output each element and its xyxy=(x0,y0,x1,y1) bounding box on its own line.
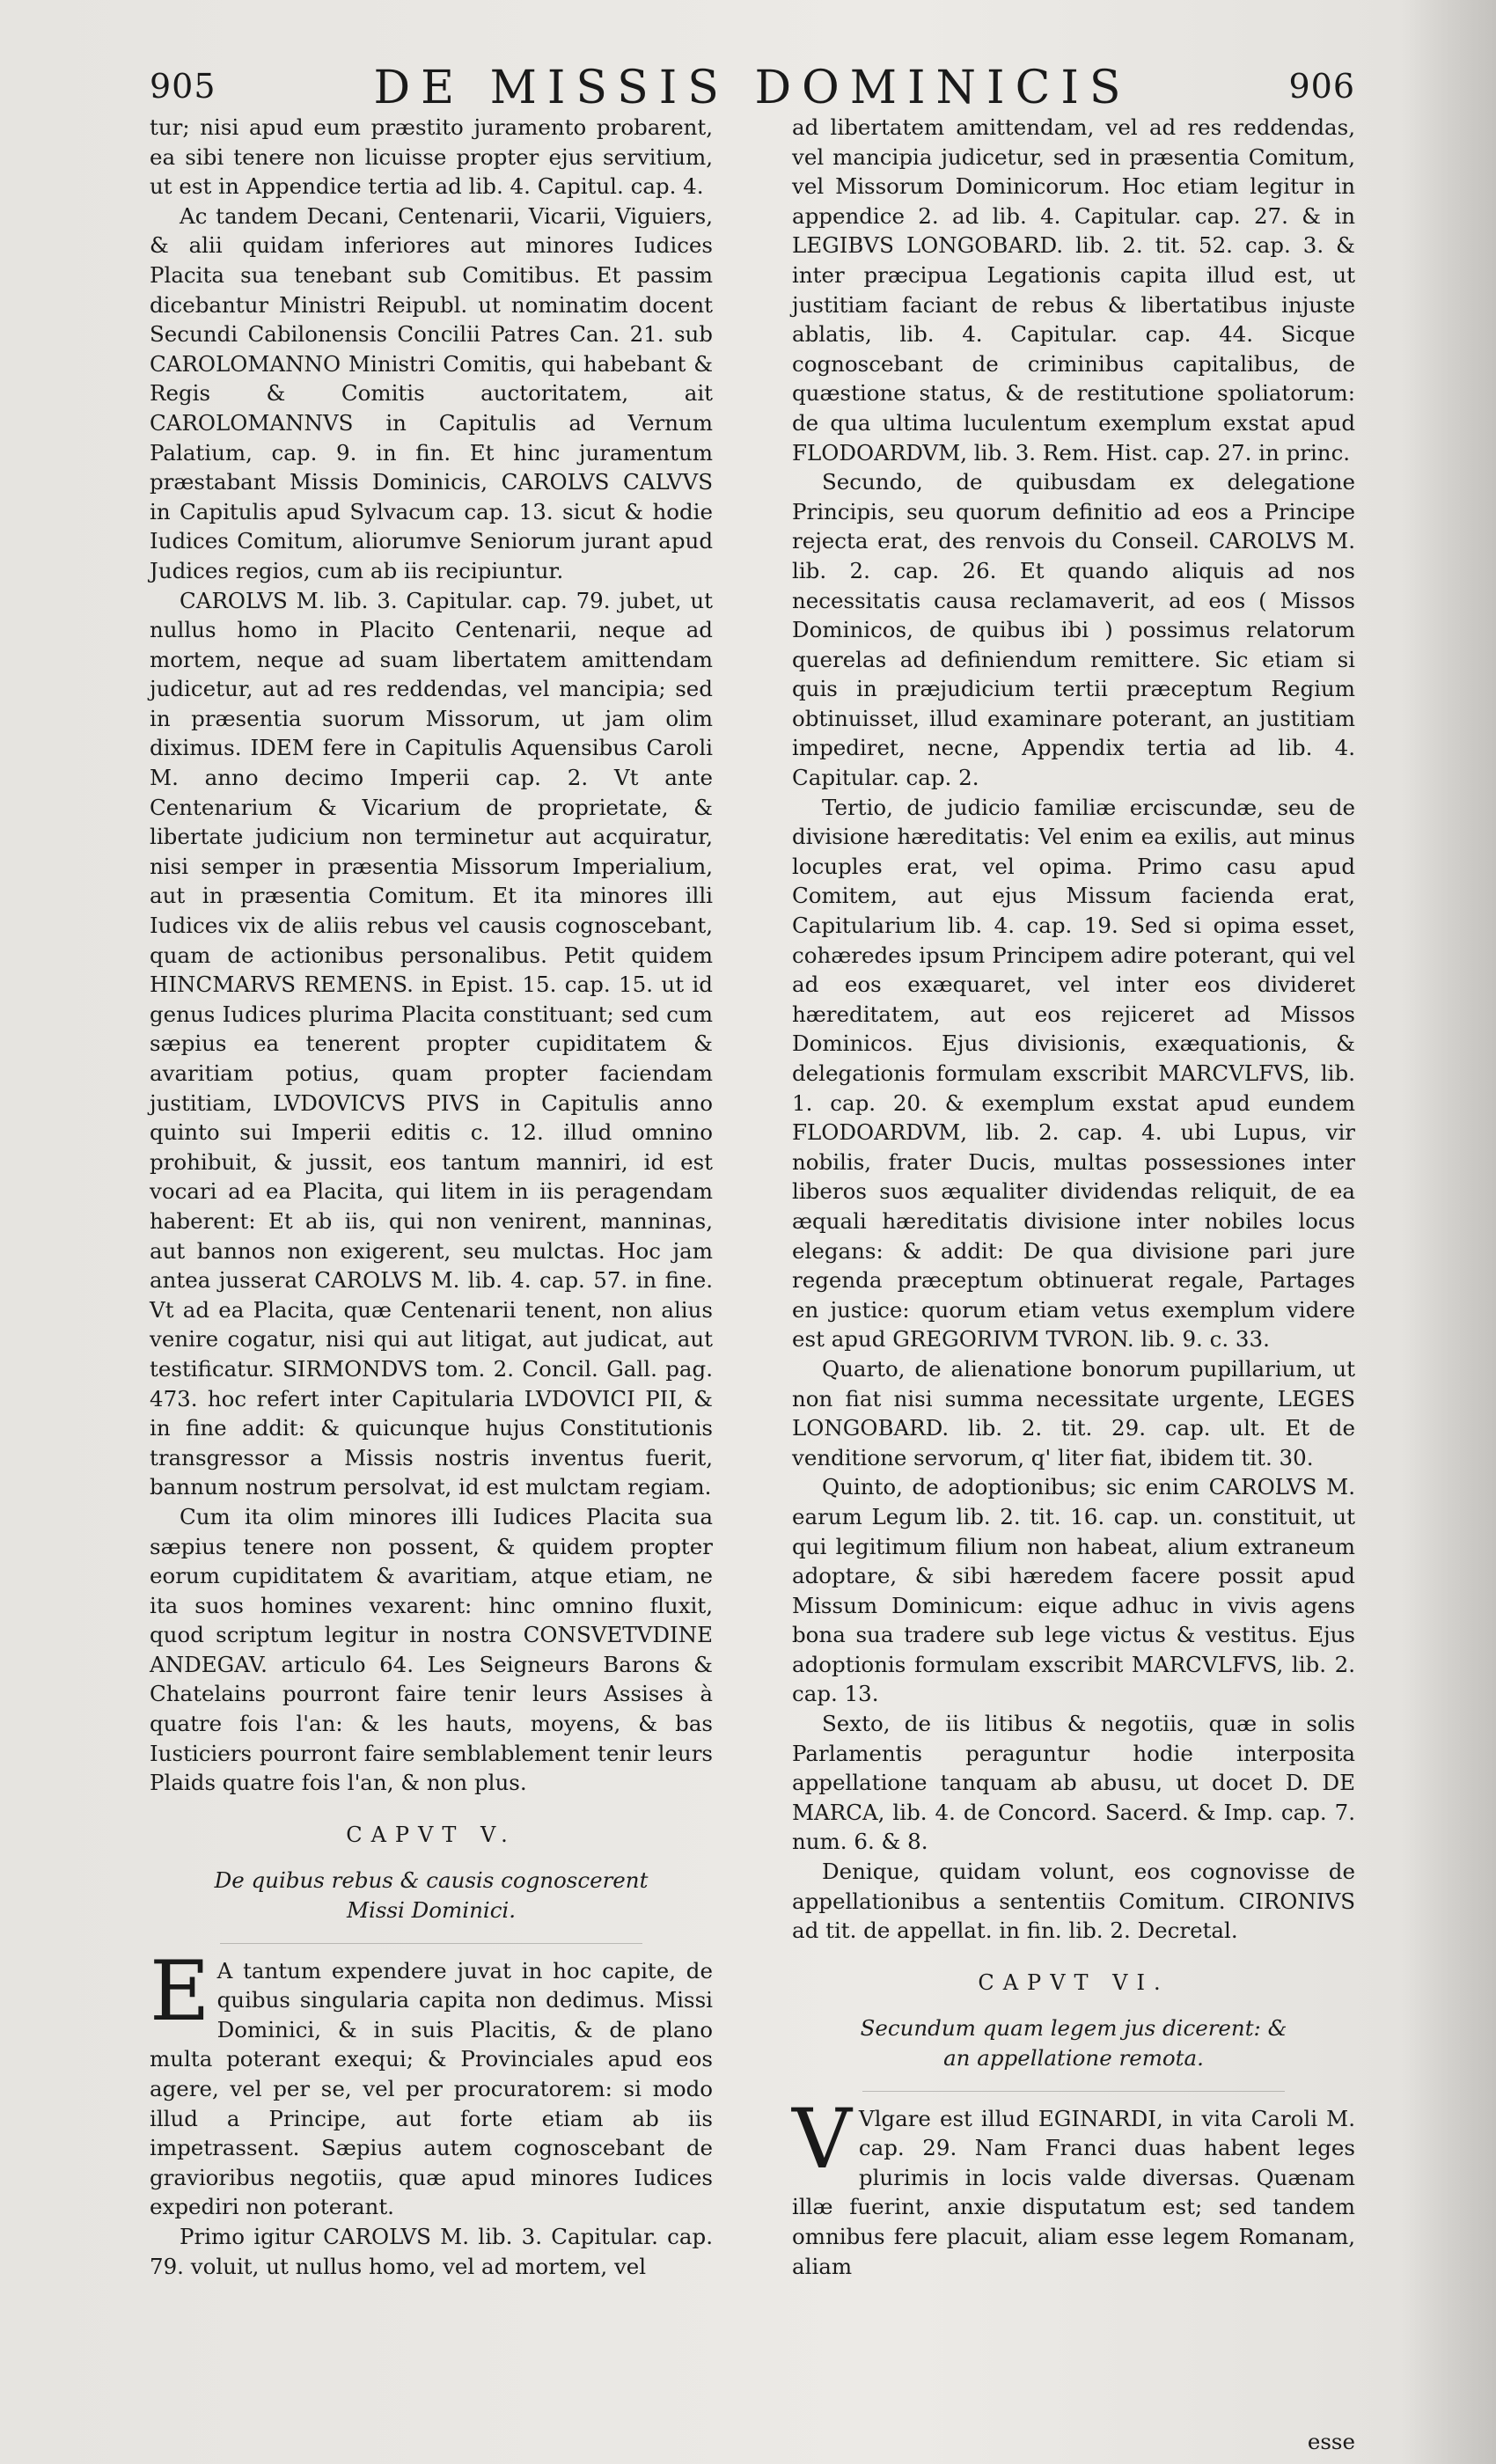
page-number-right: 906 xyxy=(1288,67,1355,106)
catchword: esse xyxy=(1307,2429,1355,2454)
paragraph: Secundo, de quibusdam ex delegatione Principis, seu quorum definitio ad eos a Principe rejecta erat, des renvois du Conseil. CAROLVS M. lib. 2. cap. 26. Et quando aliquis ad nos necessitatis causa reclamaverit, ad eos ( Missos Dominicos, de quibus ibi ) possimus relatorum querelas ad definiendum remittere. Sic etiam si quis in præjudicium tertii præceptum Regium obtinuisset, illud examinare poterant, an justitiam impediret, necne, Appendix tertia ad lib. 4. Capitular. cap. 2. xyxy=(792,469,1355,791)
divider xyxy=(862,2091,1285,2092)
drop-cap: E xyxy=(150,1943,210,2040)
paragraph-with-initial xyxy=(150,1943,713,2222)
chapter-subtitle: Secundum quam legem jus dicerent: & an appellatione remota. xyxy=(860,2015,1287,2071)
chapter-heading: CAPVT VI. xyxy=(978,1969,1170,1995)
paragraph-text: Vlgare est illud EGINARDI, in vita Caroli M. cap. 29. Nam Franci duas habent leges plurimis in locis valde diversas. Quænam illæ fuerint, anxie disputatum est; sed tandem omnibus fere placuit, aliam esse legem Romanam, aliam xyxy=(792,2105,1355,2279)
paragraph-text: A tantum expendere juvat in hoc capite, de quibus singularia capita non dedimus. Missi Dominici, & in suis Placitis, & de plano multa poterant exequi; & Provinciales apud eos agere, vel per se, vel per procuratorem: si modo illud a Principe, aut forte etiam ab iis impetrassent. Sæpius autem cognoscebant de gravioribus negotiis, quæ apud minores Iudices expediri non poterant. xyxy=(150,1957,713,2220)
right-column xyxy=(792,113,1355,2281)
paragraph: Sexto, de iis litibus & negotiis, quæ in solis Parlamentis peraguntur hodie interposita appellatione tanquam ab abusu, ut docet D. DE MARCA, lib. 4. de Concord. Sacerd. & Imp. cap. 7. num. 6. & 8. xyxy=(792,1711,1355,1855)
page-header xyxy=(150,62,1355,114)
left-column xyxy=(150,113,713,2281)
chapter-heading: CAPVT V. xyxy=(346,1822,517,1847)
chapter-subtitle: De quibus rebus & causis cognoscerent Missi Dominici. xyxy=(214,1867,649,1924)
paragraph: Quarto, de alienatione bonorum pupillarium, ut non fiat nisi summa necessitate urgente, LEGES LONGOBARD. lib. 2. tit. 29. cap. ult. Et de venditione servorum, q' liter fiat, ibidem tit. 30. xyxy=(792,1355,1355,1470)
running-title: DE MISSIS DOMINICIS xyxy=(373,62,1132,114)
paragraph: CAROLVS M. lib. 3. Capitular. cap. 79. jubet, ut nullus homo in Placito Centenarii, neque ad mortem, neque ad suam libertatem amittendam judicetur, aut ad res reddendas, vel mancipia; sed in præsentia suorum Missorum, ut jam olim diximus. IDEM fere in Capitulis Aquensibus Caroli M. anno decimo Imperii cap. 2. Vt ante Centenarium & Vicarium de proprietate, & libertate judicium non terminetur aut acquiratur, nisi semper in præsentia Missorum Imperialium, aut in præsentia Comitum. Et ita minores illi Iudices vix de aliis rebus vel causis cognoscebant, quam de actionibus personalibus. Petit quidem HINCMARVS REMENS. in Epist. 15. cap. 15. ut id genus Iudices plurima Placita constituant; sed cum sæpius ea tenerent propter cupiditatem & avaritiam potius, quam propter faciendam justitiam, LVDOVICVS PIVS in Capitulis anno quinto sui Imperii editis c. 12. illud omnino prohibuit, & jussit, eos tantum manniri, id est vocari ad ea Placita, qui litem in iis peragendam haberent: Et ab iis, qui non venirent, manninas, aut bannos non exigerent, seu mulctas. Hoc jam antea jusserat CAROLVS M. lib. 4. cap. 57. in fine. Vt ad ea Placita, quæ Centenarii tenent, non alius venire cogatur, nisi qui aut litigat, aut judicat, aut testificatur. SIRMONDVS tom. 2. Concil. Gall. pag. 473. hoc refert inter Capitularia LVDOVICI PII, & in fine addit: & quicunque hujus Constitutionis transgressor a Missis nostris inventus fuerit, bannum nostrum persolvat, id est mulctam regiam. xyxy=(150,587,713,1500)
paragraph: tur; nisi apud eum præstito juramento probarent, ea sibi tenere non licuisse propter ejus servitium, ut est in Appendice tertia ad lib. 4. Capitul. cap. 4. xyxy=(150,114,713,200)
drop-cap: V xyxy=(792,2091,852,2188)
paragraph: Ac tandem Decani, Centenarii, Vicarii, Viguiers, & alii quidam inferiores aut minores Iudices Placita sua tenebant sub Comitibus. Et passim dicebantur Ministri Reipubl. ut nominatim docent Secundi Cabilonensis Concilii Patres Can. 21. sub CAROLOMANNO Ministri Comitis, qui habebant & Regis & Comitis auctoritatem, ait CAROLOMANNVS in Capitulis ad Vernum Palatium, cap. 9. in fin. Et hinc juramentum præstabant Missis Dominicis, CAROLVS CALVVS in Capitulis apud Sylvacum cap. 13. sicut & hodie Iudices Comitum, aliorumve Seniorum jurant apud Judices regios, cum ab iis recipiuntur. xyxy=(150,202,713,583)
page-number-left: 905 xyxy=(150,67,216,106)
paragraph: Primo igitur CAROLVS M. lib. 3. Capitular. cap. 79. voluit, ut nullus homo, vel ad mortem, vel xyxy=(150,2223,713,2279)
page-edge-shadow xyxy=(1399,0,1496,2464)
paragraph: ad libertatem amittendam, vel ad res reddendas, vel mancipia judicetur, sed in præsentia Comitum, vel Missorum Dominicorum. Hoc etiam legitur in appendice 2. ad lib. 4. Capitular. cap. 27. & in LEGIBVS LONGOBARD. lib. 2. tit. 52. cap. 3. & inter præcipua Legationis capita illud est, ut justitiam faciant de rebus & libertatibus injuste ablatis, lib. 4. Capitular. cap. 44. Sicque cognoscebant de criminibus capitalibus, de quæstione status, & de restitutione spoliatorum: de qua ultima luculentum exemplum exstat apud FLODOARDVM, lib. 3. Rem. Hist. cap. 27. in princ. xyxy=(792,114,1355,466)
paragraph: Tertio, de judicio familiæ erciscundæ, seu de divisione hæreditatis: Vel enim ea exilis, aut minus locuples erat, vel opima. Primo casu apud Comitem, aut ejus Missum facienda erat, Capitularium lib. 4. cap. 19. Sed si opima esset, cohæredes ipsum Principem adire poterant, qui vel ad eos exæquaret, vel inter eos divideret hæreditatem, aut eos rejiceret ad Missos Dominicos. Ejus divisionis, exæquationis, & delegationis formulam exscribit MARCVLFVS, lib. 1. cap. 20. & exemplum exstat apud eundem FLODOARDVM, lib. 2. cap. 4. ubi Lupus, vir nobilis, frater Ducis, multas possessiones inter liberos suos æqualiter dividendas reliquit, de ea æquali hæreditatis divisione inter nobiles locus elegans: & addit: De qua divisione pari jure regenda præceptum obtinuerat regale, Partages en justice: quorum etiam vetus exemplum videre est apud GREGORIVM TVRON. lib. 9. c. 33. xyxy=(792,794,1355,1353)
paragraph: Cum ita olim minores illi Iudices Placita sua sæpius tenere non possent, & quidem propter eorum cupiditatem & avaritiam, atque etiam, ne ita suos homines vexarent: hinc omnino fluxit, quod scriptum legitur in nostra CONSVETVDINE ANDEGAV. articulo 64. Les Seigneurs Barons & Chatelains pourront faire tenir leurs Assises à quatre fois l'an: & les hauts, moyens, & bas Iusticiers pourront faire semblablement tenir leurs Plaids quatre fois l'an, & non plus. xyxy=(150,1503,713,1796)
paragraph: Denique, quidam volunt, eos cognovisse de appellationibus a sententiis Comitum. CIRONIVS ad tit. de appellat. in fin. lib. 2. Decretal. xyxy=(792,1859,1355,1944)
paragraph-with-initial xyxy=(792,2091,1355,2282)
paragraph: Quinto, de adoptionibus; sic enim CAROLVS M. earum Legum lib. 2. tit. 16. cap. un. constituit, ut qui legitimum filium non habeat, alium extraneum adoptare, & sibi hæredem facere possit apud Missum Dominicum: eique adhuc in vivis agens bona sua tradere sub lege victus & vestitus. Ejus adoptionis formulam exscribit MARCVLFVS, lib. 2. cap. 13. xyxy=(792,1474,1355,1707)
divider xyxy=(220,1943,642,1944)
